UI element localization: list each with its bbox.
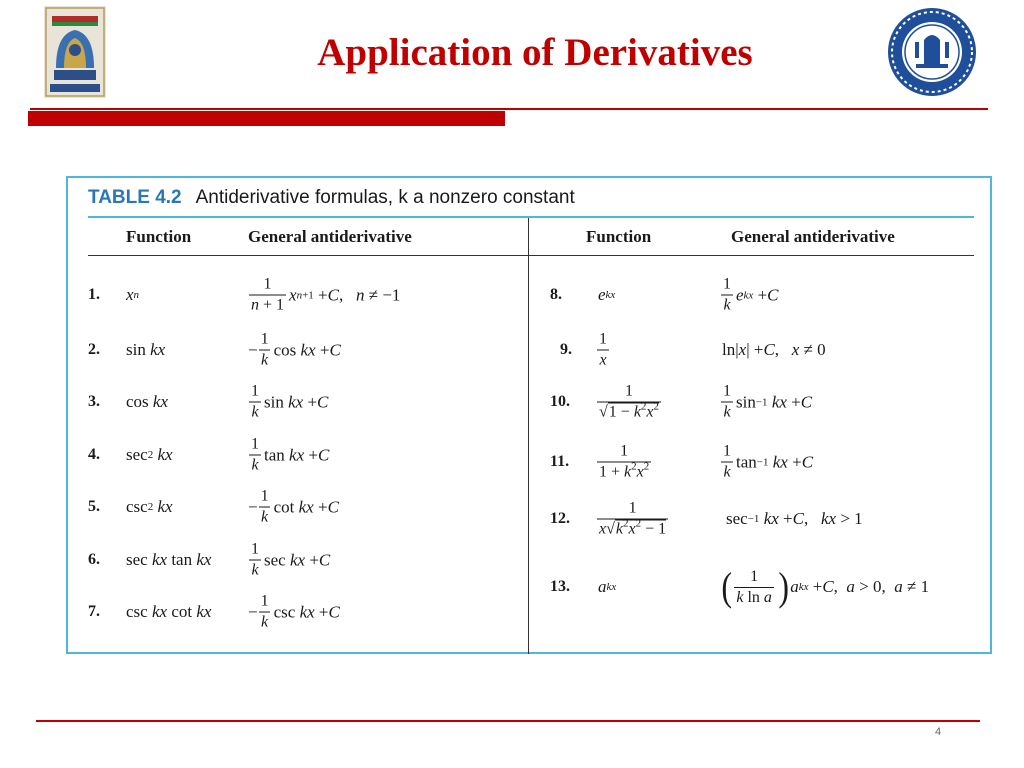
college-logo	[886, 6, 978, 98]
row-antiderivative: $\frac{1}{k}$ tan kx + C	[251, 435, 330, 474]
row-antiderivative: $\frac{1}{k}$ sin kx + C	[251, 382, 329, 421]
row-function: x n	[126, 285, 140, 304]
page-number: 4	[934, 726, 942, 738]
row-number: 3.	[88, 393, 100, 410]
row-antiderivative: $\frac{1}{k}$ sec kx + C	[251, 540, 331, 579]
row-number: 13.	[550, 578, 570, 595]
header-rule-right	[529, 255, 974, 256]
header-antiderivative-right: General antiderivative	[731, 227, 895, 246]
row-function: sec kx tan kx	[126, 550, 212, 569]
row-number: 5.	[88, 498, 100, 515]
row-antiderivative: ( $\frac{1}{\text{k ln a}}$ ) a kx + C , a > 0, a ≠ 1	[721, 564, 930, 609]
row-number: 10.	[550, 393, 570, 410]
header-antiderivative-left: General antiderivative	[248, 227, 412, 246]
college-seal-icon	[886, 6, 978, 98]
header-rule	[30, 108, 988, 110]
row-antiderivative: $\frac{1}{k}$ sin −1 kx + C	[723, 382, 813, 421]
row-number: 1.	[88, 286, 100, 303]
header-accent-bar	[28, 111, 505, 126]
row-function: csc 2 kx	[126, 497, 173, 516]
row-antiderivative: ln| x | + C , x ≠ 0	[722, 340, 826, 359]
header-function-right: Function	[586, 227, 652, 246]
row-function: e kx	[598, 285, 616, 304]
row-number: 9.	[560, 341, 572, 358]
table-caption	[88, 187, 575, 209]
row-function: sin kx	[126, 340, 166, 359]
row-function: sec 2 kx	[126, 445, 173, 464]
row-antiderivative: $\frac{1}{k}$ tan −1 kx + C	[723, 442, 814, 481]
row-antiderivative: − $\frac{1}{k}$ csc kx + C	[248, 592, 340, 631]
row-number: 7.	[88, 603, 100, 620]
antiderivative-table	[66, 176, 992, 654]
row-function: $\frac{1}{√1 - k^2x^2}$	[599, 382, 660, 421]
table-label: TABLE 4.2	[88, 187, 182, 208]
row-function: a kx	[598, 577, 617, 596]
header-rule-left	[88, 255, 528, 256]
row-function: cos kx	[126, 392, 169, 411]
row-function: $\frac{1}{x√k^2x^2 - 1}$	[599, 499, 667, 538]
slide-title: Application of Derivatives	[317, 31, 753, 74]
row-number: 12.	[550, 510, 570, 527]
university-logo	[44, 6, 106, 98]
header-function-left: Function	[126, 227, 192, 246]
row-function: csc kx cot kx	[126, 602, 212, 621]
row-antiderivative: $\frac{1}{k}$ e kx + C	[723, 275, 779, 314]
row-number: 6.	[88, 551, 100, 568]
row-number: 4.	[88, 446, 100, 463]
row-function: $\frac{1}{1 + k^2x^2}$	[599, 442, 650, 481]
row-function: $\frac{1}{x}$	[599, 330, 607, 369]
row-antiderivative: − $\frac{1}{k}$ cos kx + C	[248, 330, 341, 369]
university-emblem-icon	[44, 6, 106, 98]
row-number: 8.	[550, 286, 562, 303]
footer-rule	[36, 720, 980, 722]
table-caption-text: Antiderivative formulas, k a nonzero constant	[195, 187, 575, 208]
row-antiderivative: sec −1 kx + C , kx > 1	[726, 509, 863, 528]
column-divider	[528, 218, 529, 654]
row-antiderivative: $\frac{1}{n + 1}$ x n+1 + C , n ≠ −1	[251, 275, 401, 314]
row-antiderivative: − $\frac{1}{k}$ cot kx + C	[248, 487, 339, 526]
caption-rule	[88, 216, 974, 218]
row-number: 11.	[550, 453, 570, 470]
row-number: 2.	[88, 341, 100, 358]
